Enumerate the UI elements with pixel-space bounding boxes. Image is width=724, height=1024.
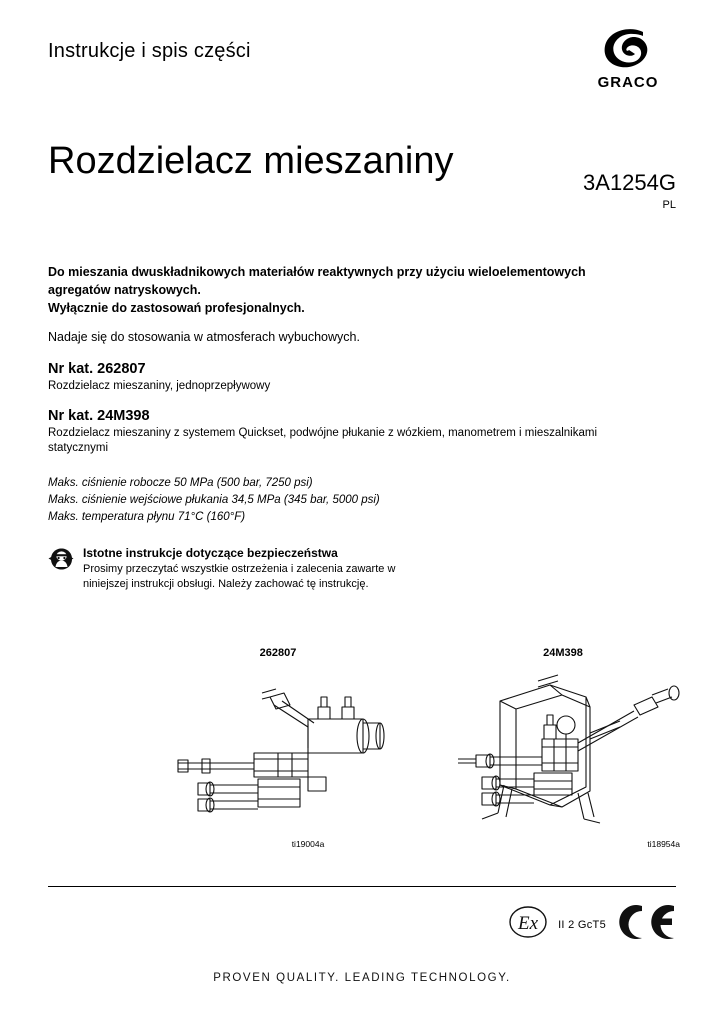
document-number: 3A1254G <box>583 170 676 195</box>
figure-24M398 <box>438 647 688 849</box>
intro-line-3: Nadaje się do stosowania w atmosferach wybuchowych. <box>48 330 360 345</box>
safety-notice-text: Prosimy przeczytać wszystkie ostrzeżenia i zalecenia zawarte w niniejszej instrukcji obsługi. Należy zachować tę instrukcję. <box>83 563 396 591</box>
safety-notice-title: Istotne instrukcje dotyczące bezpieczeństwa <box>83 546 338 561</box>
model-list <box>48 361 676 457</box>
figure-code: ti19004a <box>291 838 325 849</box>
model-title: Nr kat. 262807 <box>48 361 146 377</box>
figure-code: ti18954a <box>647 838 680 849</box>
svg-text:Ex: Ex <box>518 913 539 934</box>
page-title: Rozdzielacz mieszaniny <box>48 140 454 182</box>
document-kind: Instrukcje i spis części <box>48 40 251 62</box>
intro-line-1-text: Do mieszania dwuskładnikowych materiałów reaktywnych przy użyciu wieloelementowych agregatów natryskowych. <box>48 265 586 297</box>
manifold-quickset-cart-drawing <box>438 667 688 837</box>
model-description: Rozdzielacz mieszaniny, jednoprzepływowy <box>48 380 271 392</box>
graco-swirl-logo-icon <box>599 28 657 72</box>
graco-logo-text: GRACO <box>597 74 659 91</box>
safety-instructions-icon <box>48 547 74 576</box>
figure-262807 <box>158 647 398 849</box>
figure-label: 262807 <box>259 646 297 659</box>
ce-mark-icon <box>616 902 676 947</box>
manifold-single-flow-drawing <box>158 667 398 837</box>
figure-row <box>48 646 680 877</box>
document-language: PL <box>662 199 676 211</box>
atex-ex-icon <box>508 905 548 944</box>
intro-text <box>48 264 648 347</box>
model-title: Nr kat. 24M398 <box>48 407 150 424</box>
specification-list <box>48 475 676 527</box>
document-number-block <box>583 170 676 211</box>
page-header <box>48 0 676 102</box>
title-block <box>48 140 676 230</box>
safety-notice-body <box>83 546 443 592</box>
model-entry <box>48 361 676 395</box>
spec-line: Maks. temperatura płynu 71°C (160°F) <box>48 511 246 524</box>
graco-logo <box>580 28 676 91</box>
figure-label: 24M398 <box>543 646 583 659</box>
certification-row <box>508 902 676 947</box>
spec-line: Maks. ciśnienie wejściowe płukania 34,5 MPa (345 bar, 5000 psi) <box>48 493 380 506</box>
intro-line-1 <box>48 264 648 317</box>
atex-marking-text: II 2 GcT5 <box>558 918 606 931</box>
spec-line: Maks. ciśnienie robocze 50 MPa (500 bar, 7250 psi) <box>48 476 313 489</box>
model-entry <box>48 408 676 457</box>
footer-divider <box>48 886 676 887</box>
safety-notice <box>48 546 676 592</box>
model-description: Rozdzielacz mieszaniny z systemem Quickset, podwójne płukanie z wózkiem, manometrem i mieszalnikami statycznymi <box>48 426 598 455</box>
company-tagline: PROVEN QUALITY. LEADING TECHNOLOGY. <box>213 972 511 984</box>
intro-line-2-text: Wyłącznie do zastosowań profesjonalnych. <box>48 300 305 315</box>
